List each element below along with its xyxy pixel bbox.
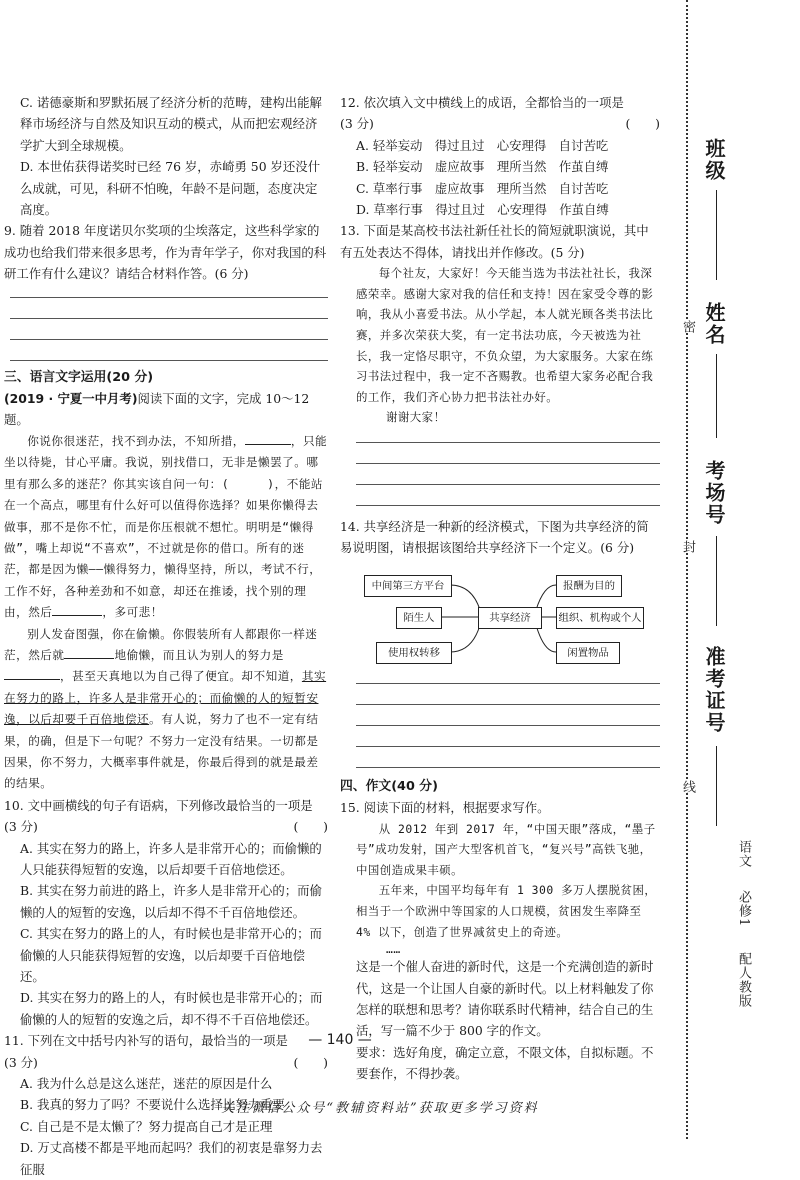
node-stranger: 陌生人 [396, 607, 442, 629]
class-field[interactable] [716, 190, 717, 280]
q11-option-b[interactable]: B. 我真的努力了吗？不要说什么选择比努力重要 [20, 1097, 285, 1113]
q8-option-c: C. 诺德豪斯和罗默拓展了经济分析的范畴，建构出能解释市场经济与自然及知识互动的模式，从而把宏观经济学扩大到全球规模。 [20, 95, 322, 153]
q15-material-1: 从 2012 年到 2017 年，“中国天眼”落成，“墨子号”成功发射，国产大型客机首飞，“复兴号”高铁飞驰，中国创造成果丰硕。 [356, 821, 656, 877]
q10-option-c[interactable]: C. 其实在努力的路上的人，有时候也是非常开心的；而偷懒的人只能获得短暂的安逸，以后却要千百倍地偿还。 [20, 926, 322, 985]
q10-stem: 10. 文中画横线的句子有语病，下列修改最恰当的一项是 [4, 797, 313, 813]
q10-score: (3 分) [4, 819, 38, 835]
p2-text-a: 别人发奋图强，你在偷懒。你假装所有人都跟你一样迷茫，然后就 [4, 626, 318, 662]
q11-answer-paren[interactable]: ( ) [293, 1054, 328, 1070]
q10-option-a[interactable]: A. 其实在努力的路上，许多人是非常开心的；而偷懒的人只能获得短暂的安逸，以后却要千百倍地偿还。 [20, 840, 322, 877]
node-right-of-use-transfer: 使用权转移 [376, 642, 452, 664]
p2-text-b: 地偷懒，而且认为别人的努力是 [114, 647, 284, 662]
p1-text-b: ，只能坐以待毙，甘心平庸。我说，别找借口，无非是懒罢了。哪里有那么多的迷茫？你其实该自问一句：( [4, 433, 328, 491]
node-idle-goods: 闲置物品 [556, 642, 620, 664]
question-12: 12. 依次填入文中横线上的成语，全都恰当的一项是 [340, 95, 624, 110]
question-10 [4, 795, 328, 816]
exam-room-field[interactable] [716, 536, 717, 626]
question-9: 9. 随着 2018 年度诺贝尔奖项的尘埃落定，这些科学家的成功也给我们带来很多思考，作为青年学子，你对我国的科研工作有什么建议？请结合材料作答。(6 分) [4, 223, 327, 282]
seal-mark-xian: 线 [680, 780, 695, 793]
blank-3[interactable] [64, 658, 114, 659]
q10-score-line [4, 816, 328, 837]
q13-thanks: 谢谢大家！ [386, 410, 446, 425]
q10-option-d[interactable]: D. 其实在努力的路上的人，有时候也是非常开心的；而偷懒的人的短暂的安逸之后，却不得不千百倍地偿还。 [20, 990, 323, 1027]
p1-text-d: ，多可悲！ [102, 605, 163, 620]
node-sharing-economy-center: 共享经济 [478, 607, 542, 629]
binding-dotted-line [686, 0, 688, 1139]
q12-answer-paren[interactable]: ( ) [625, 116, 660, 132]
ticket-number-field[interactable] [716, 746, 717, 826]
q10-option-b[interactable]: B. 其实在努力前进的路上，许多人是非常开心的；而偷懒的人的短暂的安逸，以后却不得不千百倍地偿还。 [20, 883, 322, 920]
q15-material-2: 五年来，中国平均每年有 1 300 多万人摆脱贫困，相当于一个欧洲中等国家的人口规模，贫困发生率降至 4% 以下，创造了世界减贫史上的奇迹。 [356, 883, 657, 939]
source-tag: (2019 · 宁夏一中月考) [4, 391, 138, 407]
q12-option-c[interactable]: C. 草率行事 虚应故事 理所当然 自讨苦吃 [356, 180, 609, 196]
subject-label: 语文 [736, 840, 751, 868]
p1-text-a: 你说你很迷茫，找不到办法，不知所措， [27, 433, 245, 448]
section-4-title: 四、作文(40 分) [340, 778, 438, 794]
passage-source [4, 388, 328, 431]
question-11 [4, 1030, 328, 1051]
q12-score: (3 分) [340, 116, 374, 132]
p1-text-c: )，不能站在一个高点，哪里有什么好可以值得你选择？如果你懒得去做事，那不是你不忙，而是你压根就不想忙。明明是“懒得做”，嘴上却说“不喜欢”，不过就是你的借口。所有的迷茫，都是因为懒——懒得努力，懒得坚持，所以，考试不行，工作不好，各种差劲和不如意，却还在推诿，找个别的理由，然后 [4, 476, 324, 620]
q15-ellipsis: …… [386, 942, 401, 957]
q11-score-line [4, 1052, 328, 1073]
q12-option-d[interactable]: D. 草率行事 得过且过 心安理得 作茧自缚 [356, 202, 609, 218]
underlined-sentence: 其实在努力的路上，许多人是非常开心的；而偷懒的人的短暂安逸，以后却要千百倍地偿还 [4, 669, 327, 727]
left-column [4, 92, 328, 1180]
exam-room-label: 考场号 [702, 460, 726, 526]
footer-note: 关注微信公众号“教辅资料站”获取更多学习资料 [221, 1101, 539, 1116]
q13-answer-lines[interactable] [356, 442, 660, 506]
q10-answer-paren[interactable]: ( ) [293, 819, 328, 835]
connector-transfer [450, 625, 480, 652]
q11-option-c[interactable]: C. 自己是不是太懒了？努力提高自己才是正理 [20, 1118, 273, 1134]
q15-task: 这是一个催人奋进的新时代，这是一个充满创造的新时代，这是一个让国人自豪的新时代。以上材料触发了你怎样的联想和思考？请你联系时代精神，结合自己的生活，写一篇不少于 800 字的作文。 [356, 959, 654, 1039]
blank-4[interactable] [4, 679, 60, 680]
q11-stem: 11. 下列在文中括号内补写的语句，最恰当的一项是 [4, 1033, 288, 1049]
q12-option-b[interactable]: B. 轻举妄动 虚应故事 理所当然 作茧自缚 [356, 159, 609, 175]
blank-2[interactable] [52, 615, 102, 616]
question-13: 13. 下面是某高校书法社新任社长的简短就职演说，其中有五处表达不得体，请找出并作修改。(5 分) [340, 223, 649, 260]
question-14: 14. 共享经济是一种新的经济模式，下图为共享经济的简易说明图，请根据该图给共享经济下一个定义。(6 分) [340, 519, 649, 556]
source-instruction: 阅读下面的文字，完成 10～12 题。 [4, 391, 310, 428]
q11-score: (3 分) [4, 1054, 38, 1070]
ticket-number-label: 准考证号 [702, 646, 726, 734]
q13-speech: 每个社友，大家好！今天能当选为书法社社长，我深感荣幸。感谢大家对我的信任和支持！因在家受令尊的影响，我从小喜爱书法。从小学起，本人就光顾各类书法比赛，并多次荣获大奖，有一定书法功底，今天被选为社长，我一定恪尽职守，不负众望，为大家服务。大家在练习书法过程中，我一定不吝赐教。也希望大家务必配合我的工作，我们齐心协力把书法社办好。 [356, 266, 654, 404]
q11-option-d[interactable]: D. 万丈高楼不都是平地而起吗？我们的初衷是靠努力去征服 [20, 1140, 323, 1177]
edition-label: 配人教版 [736, 952, 751, 1008]
node-for-reward: 报酬为目的 [556, 575, 622, 597]
node-organization-or-individual: 组织、机构或个人 [556, 607, 644, 629]
seal-mark-feng: 封 [680, 540, 695, 553]
question-15: 15. 阅读下面的材料，根据要求写作。 [340, 800, 550, 816]
node-third-party-platform: 中间第三方平台 [364, 575, 452, 597]
q11-option-a[interactable]: A. 我为什么总是这么迷茫，迷茫的原因是什么 [20, 1076, 273, 1092]
q9-answer-lines[interactable] [10, 297, 328, 361]
q8-option-d: D. 本世佑获得诺奖时已经 76 岁，赤崎勇 50 岁还没什么成就，可见，科研不怕晚，年龄不是问题，态度决定高度。 [20, 159, 321, 218]
right-column [340, 92, 660, 1085]
q14-answer-lines[interactable] [356, 683, 660, 768]
passage-paragraph-2 [4, 624, 328, 795]
q12-option-a[interactable]: A. 轻举妄动 得过且过 心安理得 自讨苦吃 [356, 137, 609, 153]
q15-requirements: 要求：选好角度，确定立意，不限文体，自拟标题。不要套作，不得抄袭。 [356, 1044, 654, 1082]
p2-text-d: 。有人说，努力了也不一定有结果，的确，但是下一句呢？不努力一定没有结果。一切都是因果，你不努力，大概率事件就是，你最后得到的就是最差的结果。 [4, 712, 319, 791]
seal-mark-mi: 密 [680, 320, 695, 333]
q12-score-line [340, 113, 660, 134]
name-field[interactable] [716, 354, 717, 438]
passage-paragraph-1 [4, 431, 328, 624]
p2-text-c: ，甚至天真地以为自己得了便宜。却不知道， [60, 669, 302, 684]
section-3-title: 三、语言文字运用(20 分) [4, 369, 154, 385]
book-label: 必修1 [736, 890, 751, 928]
page-number: — 140 — [308, 1032, 372, 1048]
name-label: 姓名 [702, 302, 726, 346]
connector-platform [450, 585, 480, 610]
blank-1[interactable] [245, 444, 291, 445]
class-label: 班级 [702, 138, 726, 182]
sharing-economy-diagram [354, 565, 642, 673]
connector-idle [536, 625, 556, 652]
